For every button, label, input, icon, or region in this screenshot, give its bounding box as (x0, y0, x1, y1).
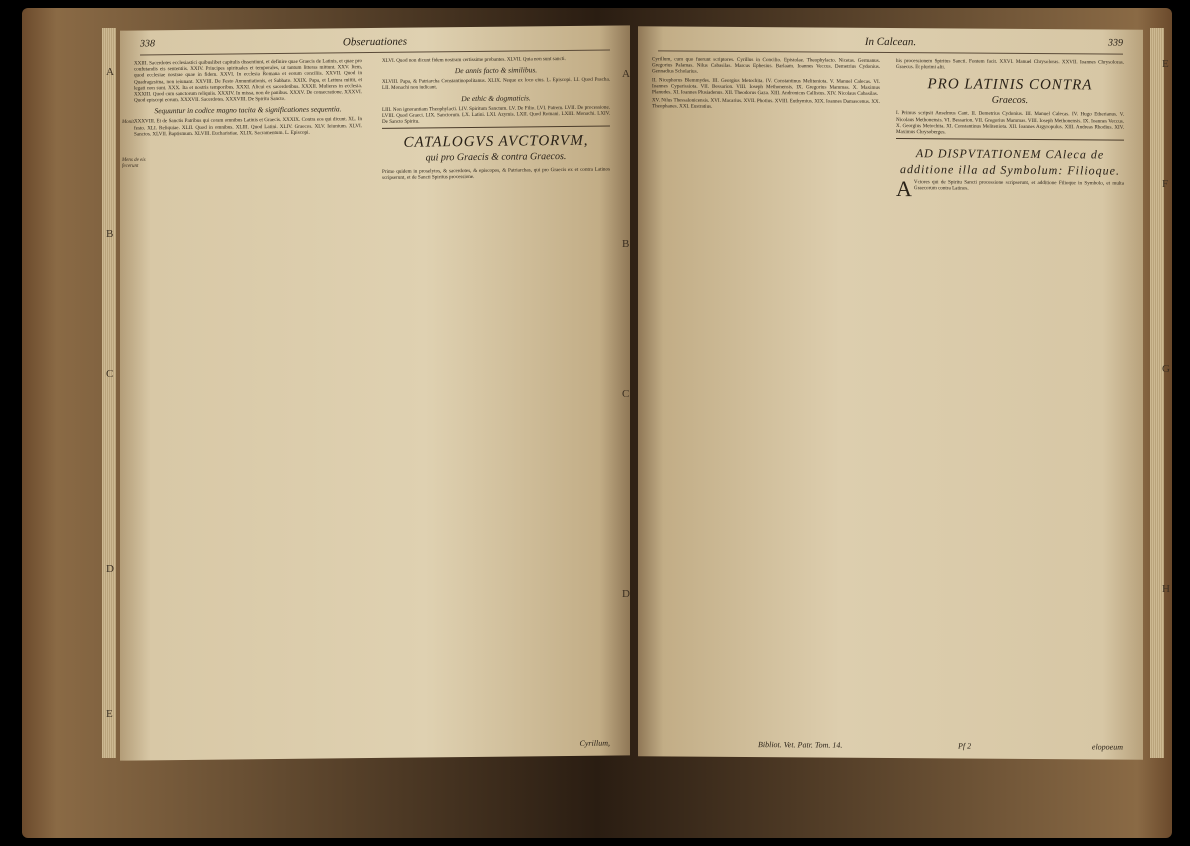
right-margin-letter-a: A (622, 68, 630, 80)
right-margin-letter-g: G (1162, 363, 1170, 375)
left-page (120, 25, 630, 760)
right-margin-letter-d: D (622, 588, 630, 600)
drop-cap: A (896, 176, 912, 202)
left-col1-text: XXIII. Sacerdotes ecclesiastici quibuslibet capitulis dissentiunt, et definire quae Graecis de Latinis, et quae pro confutandis eis sententiis. XXIV. Principes spirituales et temporales, ut tantum litteras mittunt. XXV. Item, quod ecclesiae nostrae quae in fidem. XXVI. In ecclesia Romana et eorum conciliis. XXVII. Quod in Quadragesima, non ieiunant. XXVIII. De Festo Annuntiationis, et Sabbato. XXIX. Papa, et Lettura mittit, et legati non sunt. XXX. Ita et nostris temporibus. XXXI. Alicui ex sacerdotibus. XXXII. Mulieres in ecclesia. XXXIII. Quod cum sanctorum reliquiis. XXXIV. In missa, non de panibus. XXXV. De consecratione. XXXVI. Quod episcopi eorum. XXXVII. Sacerdotes. XXXVIII. De Spiritu Sancto. (134, 58, 362, 104)
right-column-1 (652, 56, 880, 113)
margin-letter-b: B (106, 228, 114, 240)
right-col2-text3-body: Vctores qui de Spiritu Sancti processione scripserunt, et additione Filioque in Symbolo, et multa Graecorum contra Latinos. (913, 179, 1124, 192)
left-column-1 (134, 58, 362, 139)
margin-note-2: Mens de eis fecerunt (122, 158, 146, 169)
disputationem-heading: AD DISPVTATIONEM CAleca de additione illa ad Symbolum: Filioque. (900, 146, 1120, 178)
left-running-head (140, 34, 610, 56)
catalogus-subheading: qui pro Graecis & contra Graecos. (425, 151, 567, 164)
right-page (638, 26, 1143, 760)
left-col2-heading2: De ethic & dogmaticis. (461, 92, 531, 103)
left-col2-text1: XLVI. Quod non dicunt fidem nostram certissime probantes. XLVII. Quia non sunt sancti. (382, 56, 566, 64)
right-margin-letter-c: C (622, 388, 630, 400)
catalogus-heading: CATALOGVS AVCTORVM, (403, 132, 589, 151)
margin-letter-c: C (106, 368, 114, 380)
left-col2-text4: Primo quidem in proselytos, & sacerdotes, & episcopos, & Patriarchas, qui pro Graecis ex et contra Latinos scripserunt, et de Sancti Spiritus processione. (382, 166, 610, 182)
right-col2-text3 (896, 176, 1124, 202)
left-column-2 (382, 56, 610, 184)
book-spread (22, 8, 1172, 838)
left-col2-text2: XLVIII. Papa, & Patriarcha Constantinopolitanus. XLIX. Neque ex loco eius. L. Episcopi. LI. Quod Pascha. LII. Monachi non iudicant. (382, 76, 610, 92)
signature-mark: Pf 2 (958, 741, 972, 751)
right-margin-letter-e: E (1162, 58, 1169, 70)
margin-letter-a: A (106, 66, 114, 78)
right-col1-text3: XV. Nilus Thessalonicensis. XVI. Macarius. XVII. Photius. XVIII. Euthymius. XIX. Ioannes Damascenus. XX. Theophanes. XXI. Eustratius. (652, 97, 881, 111)
right-col1-text2: II. Nicephorus Blemmydes. III. Georgius Metochita. IV. Constantinus Meliteniota. V. Manuel Calecas. VI. Ioannes Cyparissiota. VII. Bessarion. VIII. Ioseph Methonensis. IX. Gregorius Mammas. X. Maximus Planudes. XI. Ioannes Plusiadenus. XII. Theodorus Gaza. XIII. Andronicus Callistus. XIV. Nicolaus Cabasilas. (652, 76, 880, 97)
left-col2-heading1: De annis facto & similibus. (454, 65, 538, 76)
left-col2-text3: LIII. Non ignorantiam Theophylacti. LIV. Spiritum Sanctum. LV. De Filio. LVI. Patrem. LVII. De processione. LVIII. Quod Graeci. LIX. Sanctorum. LX. Latini. LXI. Azymis. LXII. Quod Romani. LXIII. Monachi. LXIV. De Sancto Spiritu. (382, 104, 610, 125)
left-page-edge (102, 28, 116, 758)
right-col1-text: Cyrillum, cum quo fuerunt scriptores. Cyrillus in Concilio. Epistolae. Theophylacto. Nicetas. Germanus. Gregorius Palamas. Nilus Cabasilas. Marcus Ephesius. Barlaam. Ioannes Veccus. Demetrius Cydonius. Gennadius Scholarius. (652, 56, 880, 76)
right-col2-text2: I. Primus scripsit Anselmus Cant. II. Demetrius Cydonius. III. Manuel Calecas. IV. Hugo Etherianus. V. Nicolaus Methonensis. VI. Bessarion. VII. Gregorius Mammas. VIII. Ioseph Methonensis. IX. Ioannes Veccus. X. Georgius Metochita. XI. Constantinus Meliteniota. XII. Ioannes Argyropulus. XIII. Andreas Rhodius. XIV. Maximus Chrysoberges. (896, 110, 1124, 136)
left-col1-text2: XXXVIII. Et de Sanctis Patribus qui coram omnibus Latinis et Graecis. XXXIX. Contra eos qui dicunt. XL. In festo. XLI. Reliquiae. XLII. Quod in omnibus. XLIII. Quod Latini. XLIV. Graecos. XLV. Ieiunium. XLVI. Sanctos. XLVII. Baptismum. XLVIII. Eucharistiae. XLIX. Sacramentum. L. Episcopi. (134, 116, 362, 138)
pro-latinis-subheading: Graecos. (991, 95, 1029, 107)
rule (382, 126, 610, 129)
right-catchword: elopoeum (1091, 742, 1123, 752)
right-column-2 (896, 58, 1124, 200)
margin-letter-e: E (106, 708, 113, 720)
left-page-number: 338 (140, 38, 155, 50)
right-margin-letter-h: H (1162, 583, 1170, 595)
pro-latinis-heading: PRO LATINIS CONTRA (927, 76, 1093, 94)
right-running-head (658, 34, 1123, 54)
margin-letter-d: D (106, 563, 114, 575)
left-running-title: Obseruationes (342, 35, 408, 49)
left-catchword: Cyrillum, (579, 738, 610, 748)
right-page-number: 339 (1108, 37, 1123, 49)
right-running-title: In Calcean. (864, 35, 917, 49)
right-col2-text1: his processionem Spiritus Sancti. Fontem facit. XXVI. Manuel Chrysoloras. XXVII. Ioannes Chrysoloras. Graecus. Et plurimi alii. (896, 58, 1124, 71)
left-col1-heading: Sequuntur in codice magno tacita & significationes sequentia. (154, 104, 342, 116)
right-margin-letter-b: B (622, 238, 630, 250)
margin-note-1: Monit. (122, 120, 136, 125)
rule (896, 138, 1124, 141)
right-page-edge (1150, 28, 1164, 758)
right-footer: Bibliot. Vet. Patr. Tom. 14. (758, 740, 843, 750)
right-margin-letter-f: F (1162, 178, 1169, 190)
